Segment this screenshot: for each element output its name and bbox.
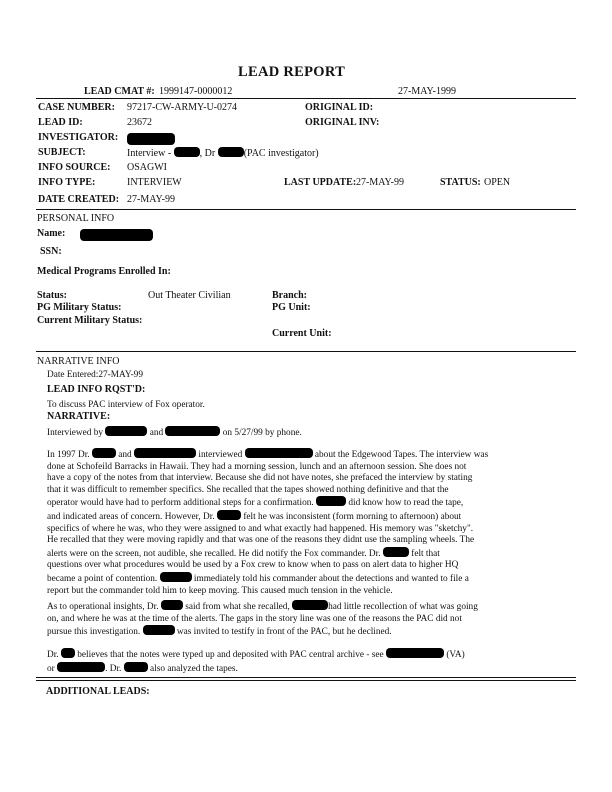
text-fragment: or — [47, 663, 55, 674]
text-line — [47, 547, 567, 561]
text-line — [47, 625, 567, 639]
subject-part-3: (PAC investigator) — [243, 148, 319, 159]
narrative-info-heading: NARRATIVE INFO — [37, 356, 120, 367]
text-fragment: did know how to read the tape, — [348, 498, 464, 509]
intro-text: Interviewed by — [47, 428, 104, 438]
date-created-value: 27-MAY-99 — [127, 194, 175, 205]
redaction — [143, 625, 175, 635]
lead-info-rqstd-value: To discuss PAC interview of Fox operator. — [47, 400, 205, 410]
text-line — [47, 572, 567, 586]
redaction — [61, 648, 75, 658]
text-line — [47, 485, 567, 497]
info-type-value: INTERVIEW — [127, 177, 182, 188]
date-entered-label: Date Entered: — [47, 370, 99, 380]
pg-unit-label: PG Unit: — [272, 302, 311, 313]
redaction — [386, 648, 444, 658]
narrative-label: NARRATIVE: — [47, 411, 111, 422]
narrative-intro — [47, 426, 302, 438]
redaction — [161, 600, 183, 610]
text-line — [47, 600, 567, 614]
text-fragment: operator would have had to perform additional steps for a confirmation. — [47, 498, 314, 509]
subject-part-1: Interview - — [127, 148, 172, 159]
text-fragment: . Dr. — [105, 663, 122, 674]
medical-programs-label: Medical Programs Enrolled In: — [37, 266, 171, 277]
redaction — [92, 448, 116, 458]
redaction — [292, 600, 328, 610]
text-fragment: that it was difficult to remember specifics. She recalled that the tapes showed nothing definitive and that the — [47, 484, 449, 495]
text-fragment: felt that — [411, 548, 440, 559]
text-fragment: immediately told his commander about the detections and wanted to file a — [193, 573, 469, 584]
last-update-label: LAST UPDATE: — [284, 177, 357, 188]
redaction — [245, 448, 313, 458]
case-number-value: 97217-CW-ARMY-U-0274 — [127, 102, 237, 113]
redaction — [134, 448, 196, 458]
redaction — [165, 426, 220, 436]
text-fragment: done at Schofeild Barracks in Hawaii. They had a morning session, lunch and an afternoon session. She does not — [47, 461, 467, 472]
info-type-label: INFO TYPE: — [38, 177, 96, 188]
intro-text: and — [149, 428, 164, 438]
text-fragment: In 1997 Dr. — [47, 450, 90, 460]
narrative-paragraph-3 — [47, 648, 567, 675]
original-inv-label: ORIGINAL INV: — [305, 117, 380, 128]
last-update-value: 27-MAY-99 — [356, 177, 404, 188]
text-fragment: interviewed — [198, 450, 243, 460]
text-fragment: about the Edgewood Tapes. The interview was — [314, 450, 489, 460]
narrative-paragraph-1 — [47, 448, 567, 597]
text-fragment: also analyzed the tapes. — [150, 663, 238, 674]
redaction — [57, 662, 105, 672]
redaction — [160, 572, 192, 582]
info-source-value: OSAGWI — [127, 162, 167, 173]
lead-cmat-label: LEAD CMAT #: — [84, 86, 155, 97]
case-number-label: CASE NUMBER: — [38, 102, 115, 113]
text-fragment: (VA) — [446, 650, 465, 660]
page-title: LEAD REPORT — [238, 64, 346, 80]
text-fragment: felt he was inconsistent (form morning to afternoon) about — [243, 511, 462, 522]
text-fragment: became a point of contention. — [47, 573, 158, 584]
subject-part-2: , Dr — [199, 148, 216, 159]
status-label: STATUS: — [440, 177, 481, 188]
redaction — [174, 147, 200, 157]
text-fragment: and indicated areas of concern. However, Dr. — [47, 511, 215, 522]
report-date: 27-MAY-1999 — [398, 86, 456, 97]
case-divider — [36, 209, 576, 210]
redaction — [127, 133, 175, 145]
narrative-divider-top — [36, 677, 576, 678]
text-line — [47, 473, 567, 485]
redaction — [316, 496, 346, 506]
branch-label: Branch: — [272, 290, 307, 301]
text-line — [47, 586, 567, 598]
lead-id-label: LEAD ID: — [38, 117, 83, 128]
text-fragment: He recalled that they were moving rapidly and that was one of the reasons they didnt use the sampling wheels. The — [47, 535, 475, 546]
text-fragment: had little recollection of what was going — [328, 602, 478, 612]
text-line — [47, 614, 567, 626]
redaction — [105, 426, 147, 436]
status-personal-label: Status: — [37, 290, 68, 301]
subject-label: SUBJECT: — [38, 147, 86, 158]
redaction — [383, 547, 409, 557]
text-line — [47, 560, 567, 572]
text-fragment: pursue this investigation. — [47, 627, 141, 638]
pg-military-status-label: PG Military Status: — [37, 302, 122, 313]
intro-text: on 5/27/99 by phone. — [222, 428, 302, 438]
text-fragment: specifics of where he was, who they were assigned to and what exactly had happened. His memory was "sketchy". — [47, 523, 474, 534]
redaction — [217, 510, 241, 520]
text-line — [47, 462, 567, 474]
narrative-paragraph-2 — [47, 600, 567, 639]
lead-info-rqstd-label: LEAD INFO RQST'D: — [47, 384, 146, 395]
date-entered — [47, 370, 143, 380]
current-unit-label: Current Unit: — [272, 328, 332, 339]
ssn-label: SSN: — [40, 246, 62, 257]
redaction — [218, 147, 244, 157]
text-fragment: and — [118, 450, 132, 460]
date-created-label: DATE CREATED: — [38, 194, 120, 205]
text-fragment: said from what she recalled, — [185, 602, 290, 612]
text-fragment: Dr. — [47, 650, 59, 660]
text-fragment: alerts were on the screen, not audible, she recalled. He did notify the Fox commander. Dr. — [47, 548, 381, 559]
personal-divider — [36, 351, 576, 352]
text-line — [47, 535, 567, 547]
text-fragment: questions over what procedures would be used by a Fox crew to know when to pass on alert data to higher HQ — [47, 560, 459, 571]
text-line — [47, 496, 567, 510]
text-fragment: have a copy of the notes from that interview. Because she did not have notes, she prefaced the interview by stating — [47, 473, 473, 484]
name-label: Name: — [37, 228, 66, 239]
original-id-label: ORIGINAL ID: — [305, 102, 374, 113]
investigator-label: INVESTIGATOR: — [38, 132, 119, 143]
personal-info-heading: PERSONAL INFO — [37, 213, 115, 224]
redaction — [80, 229, 153, 241]
name-redaction — [80, 227, 153, 245]
text-line — [47, 510, 567, 524]
header-divider — [36, 98, 576, 99]
text-fragment: report but the commander told him to keep moving. This caused much tension in the vehicle. — [47, 585, 393, 596]
status-value: OPEN — [484, 177, 511, 188]
text-fragment: As to operational insights, Dr. — [47, 602, 159, 612]
additional-leads-heading: ADDITIONAL LEADS: — [46, 686, 150, 697]
text-fragment: on, and where he was at the time of the alerts. The gaps in the story line was one of the reasons the PAC did not — [47, 613, 462, 624]
text-fragment: believes that the notes were typed up and deposited with PAC central archive - see — [77, 650, 384, 660]
redaction — [124, 662, 148, 672]
text-fragment: was invited to testify in front of the PAC, but he declined. — [176, 627, 392, 638]
status-personal-value: Out Theater Civilian — [148, 290, 231, 301]
date-entered-value: 27-MAY-99 — [98, 370, 143, 380]
text-line — [47, 448, 567, 462]
info-source-label: INFO SOURCE: — [38, 162, 111, 173]
lead-id-value: 23672 — [127, 117, 152, 128]
subject-value — [127, 147, 319, 159]
lead-cmat-value: 1999147-0000012 — [159, 86, 233, 97]
text-line — [47, 648, 567, 662]
text-line — [47, 524, 567, 536]
text-line — [47, 662, 567, 676]
current-military-status-label: Current Military Status: — [37, 315, 143, 326]
narrative-divider-bottom — [36, 680, 576, 681]
